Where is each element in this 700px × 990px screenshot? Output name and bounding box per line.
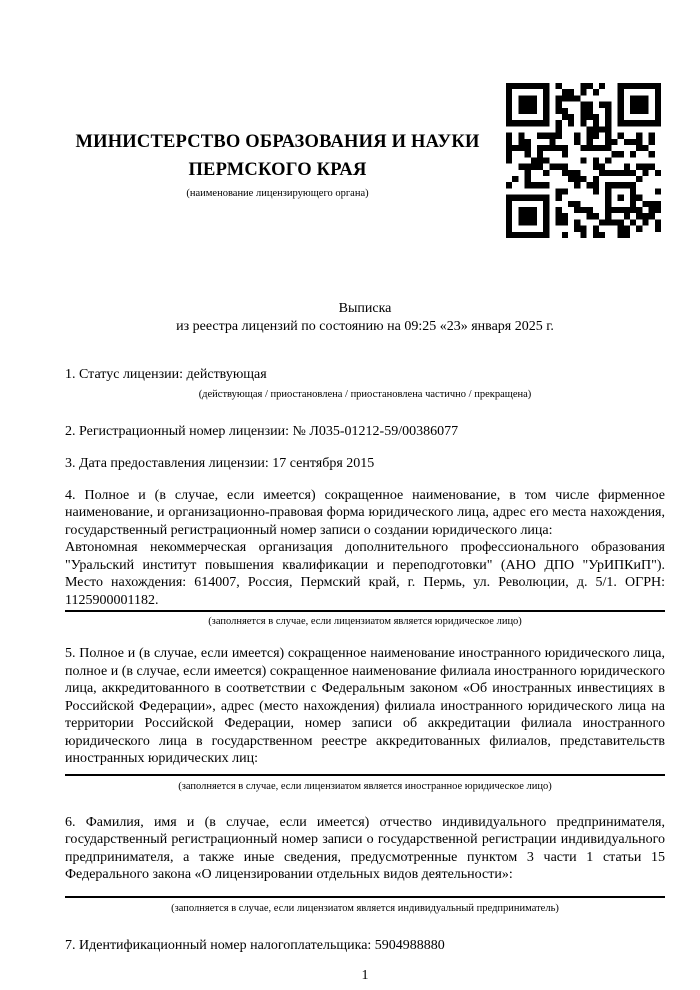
document-title-line1: Выписка [338, 301, 392, 316]
ministry-name-line2: ПЕРМСКОГО КРАЯ [188, 160, 367, 180]
item-3-grant-date: 3. Дата предоставления лицензии: 17 сентября 2015 [65, 456, 375, 471]
item-4-legal-entity-text: 4. Полное и (в случае, если имеется) сокращенное наименование, в том числе фирменное наименование, и организационно-правовая форма юридического лица, адрес его места нахождения, государственный регистрационный номер записи о создании юридического лица: [65, 487, 665, 538]
document-title [65, 300, 665, 335]
item-5-caption: (заполняется в случае, если лицензиатом является иностранное юридическое лицо) [178, 780, 552, 792]
item-4-legal-entity-value: Автономная некоммерческая организация дополнительного профессионального образования "Уральский институт повышения квалификации и переподготовки" (АНО ДПО "УрИПКиП"). Место нахождения: 614007, Россия, Пермский край, г. Пермь, ул. Революции, д. 5/1. ОГРН: 1125900001182. [65, 540, 665, 608]
item-5-foreign-entity-text: 5. Полное и (в случае, если имеется) сокращенное наименование иностранного юридического лица, полное и (в случае, если имеется) сокращенное наименование филиала иностранного юридического лица, аккредитованного в соответствии с Федеральным законом «Об иностранных инвестициях в Российской Федерации», адрес (место нахождения) филиала иностранного юридического лица на территории Российской Федерации, номер записи об аккредитации филиала иностранного юридического лица в государственном реестре аккредитованных филиалов, представительств иностранных юридических лиц: [65, 646, 665, 766]
item-4-divider [65, 610, 665, 612]
ministry-caption: (наименование лицензирующего органа) [186, 188, 369, 199]
item-5-divider [65, 774, 665, 776]
item-6-divider [65, 896, 665, 898]
ministry-name-line1: МИНИСТЕРСТВО ОБРАЗОВАНИЯ И НАУКИ [75, 132, 480, 152]
item-4-caption: (заполняется в случае, если лицензиатом является юридическое лицо) [208, 616, 522, 627]
page-number: 1 [361, 968, 369, 983]
item-7-taxpayer-number: 7. Идентификационный номер налогоплательщика: 5904988880 [65, 937, 445, 953]
item-1-caption: (действующая / приостановлена / приостановлена частично / прекращена) [198, 388, 532, 400]
document-body [65, 300, 665, 985]
licensing-authority-block [65, 128, 490, 200]
document-title-line2: из реестра лицензий по состоянию на 09:25 «23» января 2025 г. [176, 318, 554, 334]
qr-code-icon [506, 83, 661, 238]
item-6-entrepreneur-text: 6. Фамилия, имя и (в случае, если имеется) отчество индивидуального предпринимателя, государственный регистрационный номер записи о государственной регистрации индивидуального предпринимателя, а также иные сведения, предусмотренные пунктом 3 части 1 статьи 15 Федерального закона «О лицензировании отдельных видов деятельности»: [65, 814, 665, 882]
item-2-registration-number: 2. Регистрационный номер лицензии: № Л035-01212-59/00386077 [65, 423, 459, 439]
item-6-caption: (заполняется в случае, если лицензиатом является индивидуальный предприниматель) [171, 902, 559, 914]
item-1-license-status: 1. Статус лицензии: действующая [65, 367, 267, 382]
